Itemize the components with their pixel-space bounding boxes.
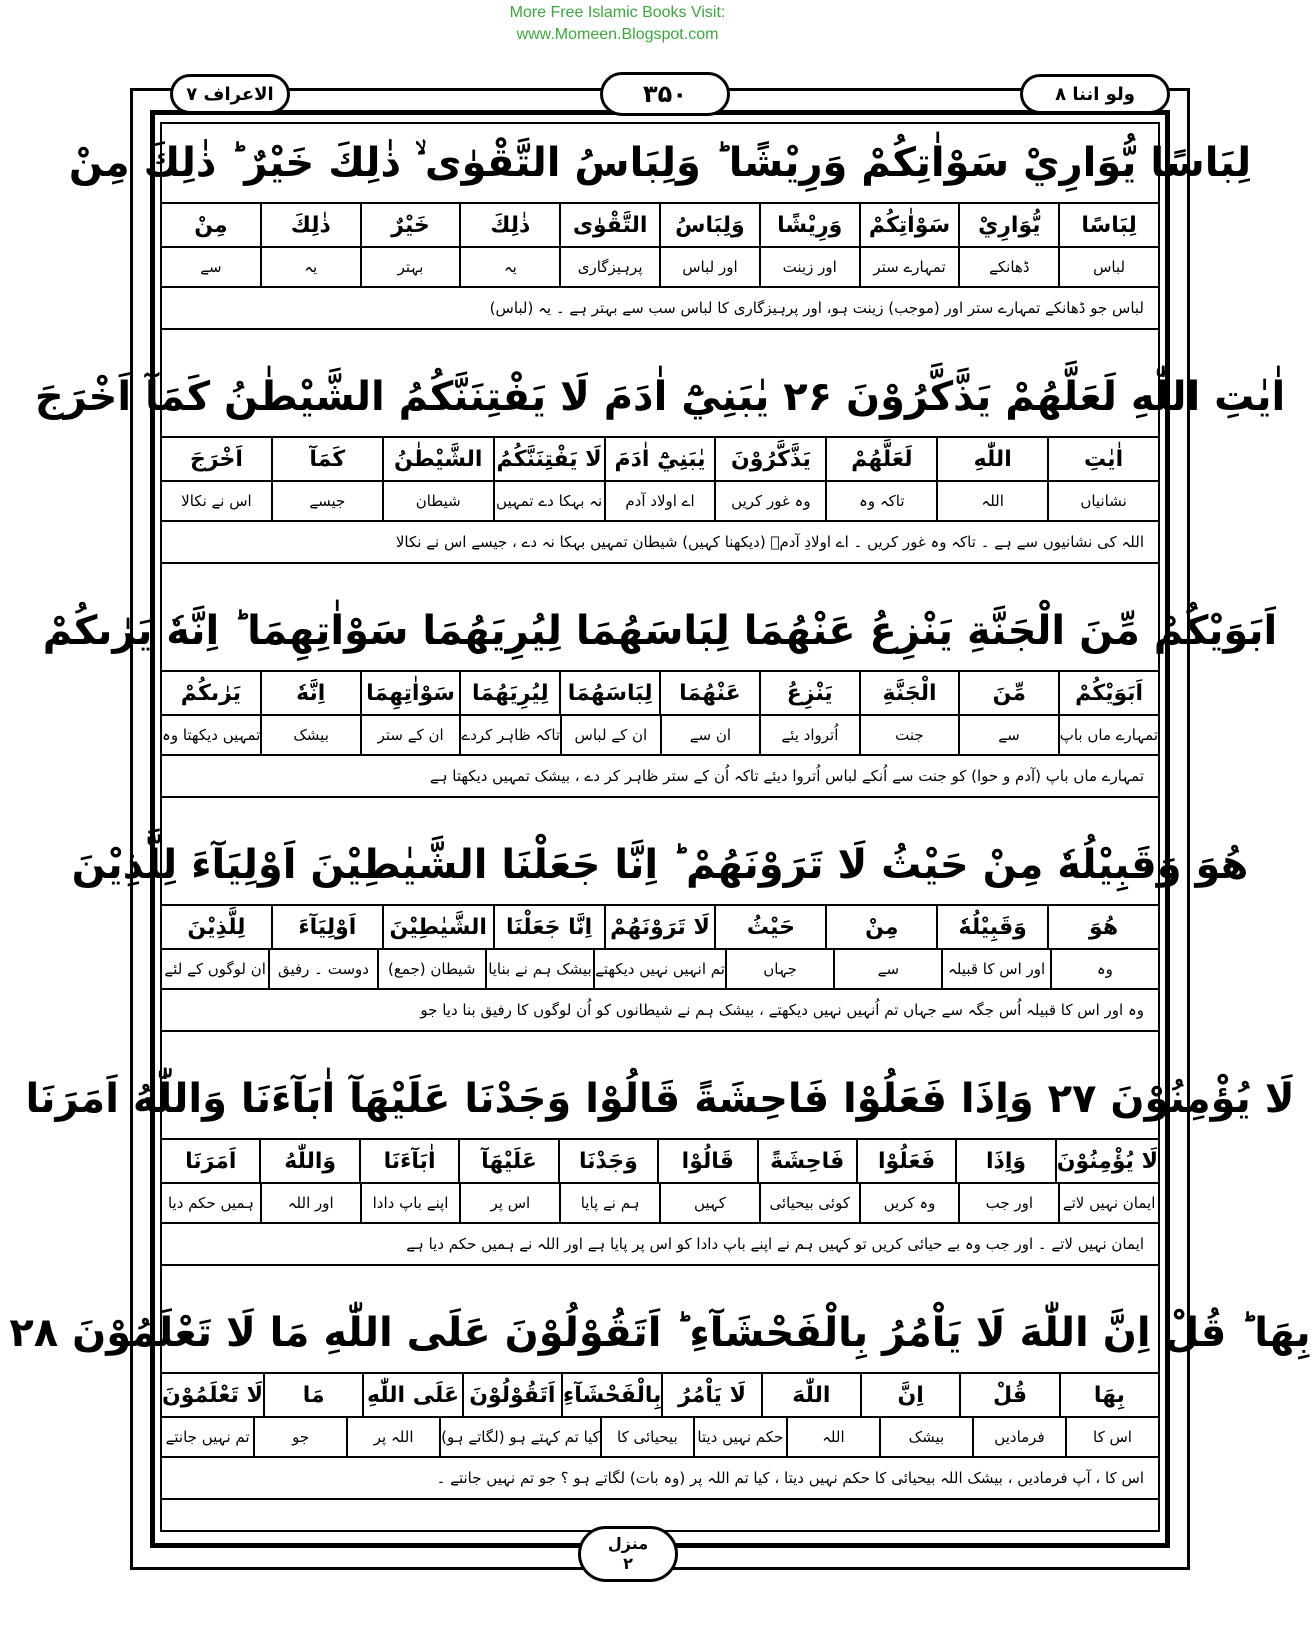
manzil-label: منزل — [607, 1534, 649, 1553]
arabic-word-cell: وَرِيْشًا — [759, 204, 859, 246]
arabic-word-cell: اِنَّ — [860, 1374, 959, 1416]
arabic-word-cell: وَلِبَاسُ — [659, 204, 759, 246]
meaning-row — [162, 482, 1158, 522]
urdu-meaning-cell: تمہارے ستر — [859, 248, 959, 286]
arabic-word-cell: هُوَ — [1047, 906, 1158, 948]
meaning-row — [162, 1418, 1158, 1458]
arabic-verse: اَبَوَيْكُمْ مِّنَ الْجَنَّةِ يَنْزِعُ عَنْهُمَا لِبَاسَهُمَا لِيُرِيَهُمَا سَوْاٰتِهِمَا ؕ اِنَّهٗ يَرٰىكُمْ — [162, 592, 1158, 672]
urdu-meaning-cell: تمہارے ماں باپ — [1058, 716, 1158, 754]
arabic-word-cell: عَلَيْهَآ — [458, 1140, 557, 1182]
arabic-word-cell: اَبَوَيْكُمْ — [1058, 672, 1158, 714]
arabic-verse: لِبَاسًا يُّوَارِيْ سَوْاٰتِكُمْ وَرِيْشًا ؕ وَلِبَاسُ التَّقْوٰى ۙ ذٰلِكَ خَيْرٌ ؕ ذٰلِكَ مِنْ — [162, 124, 1158, 204]
arabic-word-cell: مِنْ — [194, 212, 228, 238]
verse-section — [25, 1060, 1295, 1266]
urdu-meaning-cell: اور زینت — [759, 248, 859, 286]
urdu-meaning-cell: ان کے ستر — [360, 716, 460, 754]
arabic-word-cell: سَوْاٰتِكُمْ — [859, 204, 959, 246]
urdu-meaning-cell: سے — [958, 716, 1058, 754]
arabic-word-cell: خَيْرٌ — [360, 204, 460, 246]
arabic-word-cell: اَوْلِيَآءَ — [271, 906, 382, 948]
urdu-meaning-cell: یہ — [260, 248, 360, 286]
urdu-meaning-cell: یہ — [459, 248, 559, 286]
word-row — [162, 204, 1158, 248]
urdu-meaning-cell: تم انہیں نہیں دیکھتے — [593, 950, 725, 988]
arabic-word-cell: عَلَى اللّٰهِ — [362, 1374, 461, 1416]
urdu-meaning-cell: اُترواد یئے — [759, 716, 859, 754]
arabic-word-cell: بِهَا — [1059, 1374, 1158, 1416]
arabic-word-cell: وَاللّٰهُ — [259, 1140, 358, 1182]
arabic-word-cell: يَرٰىكُمْ — [180, 680, 242, 706]
arabic-word-cell: اَخْرَجَ — [189, 446, 243, 472]
arabic-word-cell: اِنَّا جَعَلْنَا — [493, 906, 604, 948]
urdu-meaning-cell: اللہ — [786, 1418, 879, 1456]
arabic-word-cell: اٰبَآءَنَا — [359, 1140, 458, 1182]
urdu-meaning-cell: وہ غور کریں — [714, 482, 825, 520]
arabic-word-cell: يَنْزِعُ — [759, 672, 859, 714]
urdu-meaning-cell: جہاں — [725, 950, 833, 988]
urdu-translation: اللہ کی نشانیوں سے ہے ۔ تاکہ وہ غور کریں ۔ اے اولادِ آدمؑ (دیکھنا کہیں) شیطان تمہیں بہکا نہ دے ، جیسے اس نے نکالا — [162, 522, 1158, 564]
arabic-word-cell: الْجَنَّةِ — [859, 672, 959, 714]
verse-section — [42, 592, 1278, 798]
word-row — [162, 1140, 1158, 1184]
urdu-meaning-cell: تاکہ ظاہر کردے — [459, 716, 560, 754]
urdu-meaning-cell: لباس — [1058, 248, 1158, 286]
urdu-meaning-cell: بہتر — [360, 248, 460, 286]
urdu-meaning-cell: ایمان نہیں لاتے — [1058, 1184, 1158, 1222]
word-row — [162, 438, 1158, 482]
arabic-word-cell: لِيُرِيَهُمَا — [459, 672, 559, 714]
arabic-word-cell: لِلَّذِيْنَ — [187, 914, 246, 940]
urdu-meaning-cell: بیشک — [260, 716, 360, 754]
urdu-meaning-cell: کہیں — [659, 1184, 759, 1222]
urdu-meaning-cell: تاکہ وہ — [825, 482, 936, 520]
manzil-marker — [578, 1526, 678, 1582]
arabic-word-cell: الشَّيْطٰنُ — [382, 438, 493, 480]
arabic-word-cell: عَنْهُمَا — [659, 672, 759, 714]
urdu-meaning-cell: تمہیں دیکھتا وہ — [162, 726, 261, 744]
urdu-meaning-cell: اس نے نکالا — [181, 492, 252, 510]
arabic-word-cell: وَقَبِيْلُهٗ — [936, 906, 1047, 948]
verse-section — [68, 124, 1252, 330]
watermark-line-1: More Free Islamic Books Visit: — [509, 4, 726, 21]
arabic-word-cell: لَا تَرَوْنَهُمْ — [604, 906, 715, 948]
urdu-translation: اس کا ، آپ فرمادیں ، بیشک اللہ بیحیائی کا حکم نہیں دیتا ، کیا تم اللہ پر (وہ بات) لگاتے ہو ؟ جو تم نہیں جانتے ۔ — [162, 1458, 1158, 1500]
urdu-meaning-cell: اور لباس — [659, 248, 759, 286]
word-row — [162, 1374, 1158, 1418]
urdu-meaning-cell: نشانیاں — [1047, 482, 1158, 520]
arabic-word-cell: كَمَآ — [271, 438, 382, 480]
urdu-meaning-cell: جنت — [859, 716, 959, 754]
urdu-meaning-cell: وہ کریں — [859, 1184, 959, 1222]
urdu-meaning-cell: تم نہیں جانتے — [165, 1428, 250, 1446]
urdu-meaning-cell: شیطان (جمع) — [377, 950, 485, 988]
arabic-word-cell: اَمَرَنَا — [185, 1148, 237, 1174]
arabic-word-cell: التَّقْوٰى — [559, 204, 659, 246]
arabic-word-cell: يَذَّكَّرُوْنَ — [714, 438, 825, 480]
urdu-meaning-cell: اور اللہ — [260, 1184, 360, 1222]
arabic-verse: هُوَ وَقَبِيْلُهٗ مِنْ حَيْثُ لَا تَرَوْنَهُمْ ؕ اِنَّا جَعَلْنَا الشَّيٰطِيْنَ اَوْلِيَآءَ لِلَّذِيْنَ — [162, 826, 1158, 906]
arabic-word-cell: يُّوَارِيْ — [958, 204, 1058, 246]
urdu-translation: وہ اور اس کا قبیلہ اُس جگہ سے جہاں تم اُنہیں نہیں دیکھتے ، بیشک ہم نے شیطانوں کو اُن لوگوں کا رفیق بنا دیا جو — [162, 990, 1158, 1032]
arabic-word-cell: اللّٰهِ — [936, 438, 1047, 480]
urdu-meaning-cell: شیطان — [382, 482, 493, 520]
arabic-word-cell: الشَّيٰطِيْنَ — [382, 906, 493, 948]
arabic-word-cell: قُلْ — [959, 1374, 1058, 1416]
meaning-row — [162, 950, 1158, 990]
arabic-verse: بِهَا ؕ قُلْ اِنَّ اللّٰهَ لَا يَاْمُرُ بِالْفَحْشَآءِ ؕ اَتَقُوْلُوْنَ عَلَى اللّٰهِ مَا لَا تَعْلَمُوْنَ ۲۸ — [162, 1294, 1158, 1374]
urdu-meaning-cell: اس پر — [459, 1184, 559, 1222]
urdu-meaning-cell: دوست ۔ رفیق — [268, 950, 376, 988]
urdu-meaning-cell: سے — [200, 258, 222, 276]
manzil-number: ۲ — [623, 1554, 633, 1573]
urdu-meaning-cell: ان لوگوں کے لئے — [164, 960, 266, 978]
verse-section — [9, 1294, 1311, 1500]
urdu-meaning-cell: اس کا — [1065, 1418, 1158, 1456]
urdu-translation: تمہارے ماں باپ (آدم و حوا) کو جنت سے اُنکے لباس اُتروا دیئے تاکہ اُن کے ستر ظاہر کر دے ، بیشک تمہیں دیکھتا ہے — [162, 756, 1158, 798]
verse-section — [71, 826, 1249, 1032]
urdu-translation: لباس جو ڈھانکے تمہارے ستر اور (موجب) زینت ہو، اور پرہیزگاری کا لباس سب سے بہتر ہے ۔ یہ (لباس) — [162, 288, 1158, 330]
arabic-word-cell: لَعَلَّهُمْ — [825, 438, 936, 480]
arabic-word-cell: لَا يُؤْمِنُوْنَ — [1055, 1140, 1158, 1182]
page-content — [9, 122, 1311, 1532]
urdu-meaning-cell: سے — [833, 950, 941, 988]
arabic-word-cell: فَاحِشَةً — [757, 1140, 856, 1182]
arabic-word-cell: قَالُوْا — [657, 1140, 756, 1182]
urdu-meaning-cell: بیشک — [879, 1418, 972, 1456]
surah-name-tab: الاعراف ۷ — [170, 74, 290, 114]
arabic-word-cell: ذٰلِكَ — [459, 204, 559, 246]
urdu-meaning-cell: ہمیں حکم دیا — [167, 1194, 254, 1212]
meaning-row — [162, 248, 1158, 288]
arabic-word-cell: اَتَقُوْلُوْنَ — [462, 1374, 561, 1416]
arabic-word-cell: لَا يَاْمُرُ — [661, 1374, 760, 1416]
urdu-meaning-cell: اور اس کا قبیلہ — [941, 950, 1049, 988]
urdu-meaning-cell: پرہیزگاری — [559, 248, 659, 286]
arabic-word-cell: لَا تَعْلَمُوْنَ — [161, 1382, 263, 1408]
urdu-meaning-cell: اللہ — [936, 482, 1047, 520]
urdu-meaning-cell: اللہ پر — [346, 1418, 439, 1456]
watermark-line-2: www.Momeen.Blogspot.com — [516, 26, 719, 43]
urdu-meaning-cell: بیحیائی کا — [600, 1418, 693, 1456]
meaning-row — [162, 1184, 1158, 1224]
urdu-meaning-cell: ان سے — [660, 716, 760, 754]
arabic-word-cell: لِبَاسَهُمَا — [559, 672, 659, 714]
arabic-word-cell: فَعَلُوْا — [856, 1140, 955, 1182]
urdu-meaning-cell: کیا تم کہتے ہو (لگاتے ہو) — [439, 1418, 600, 1456]
arabic-word-cell: لِبَاسًا — [1058, 204, 1158, 246]
arabic-verse: لَا يُؤْمِنُوْنَ ۲۷ وَاِذَا فَعَلُوْا فَاحِشَةً قَالُوْا وَجَدْنَا عَلَيْهَآ اٰبَآءَنَا وَاللّٰهُ اَمَرَنَا — [162, 1060, 1158, 1140]
urdu-meaning-cell: کوئی بیحیائی — [759, 1184, 859, 1222]
urdu-meaning-cell: ہم نے پایا — [559, 1184, 659, 1222]
arabic-word-cell: ذٰلِكَ — [260, 204, 360, 246]
arabic-word-cell: اِنَّهٗ — [260, 672, 360, 714]
watermark — [0, 2, 1235, 46]
arabic-word-cell: مِّنَ — [958, 672, 1058, 714]
urdu-meaning-cell: نہ بہکا دے تمہیں — [493, 482, 604, 520]
urdu-meaning-cell: اے اولاد آدم — [604, 482, 715, 520]
arabic-word-cell: مَا — [263, 1374, 362, 1416]
word-row — [162, 672, 1158, 716]
para-name-tab: ولو اننا ۸ — [1020, 74, 1170, 114]
arabic-word-cell: اللّٰهَ — [761, 1374, 860, 1416]
urdu-meaning-cell: فرمادیں — [972, 1418, 1065, 1456]
meaning-row — [162, 716, 1158, 756]
urdu-meaning-cell: جو — [253, 1418, 346, 1456]
urdu-meaning-cell: جیسے — [271, 482, 382, 520]
urdu-meaning-cell: اور جب — [958, 1184, 1058, 1222]
arabic-verse: اٰيٰتِ اللّٰهِ لَعَلَّهُمْ يَذَّكَّرُوْنَ ۲۶ يٰبَنِيْٓ اٰدَمَ لَا يَفْتِنَنَّكُمُ الشَّيْطٰنُ كَمَآ اَخْرَجَ — [162, 358, 1158, 438]
urdu-meaning-cell: حکم نہیں دیتا — [693, 1418, 786, 1456]
arabic-word-cell: حَيْثُ — [714, 906, 825, 948]
page-number: ۳۵۰ — [600, 72, 730, 116]
arabic-word-cell: لَا يَفْتِنَنَّكُمُ — [493, 438, 604, 480]
arabic-word-cell: سَوْاٰتِهِمَا — [360, 672, 460, 714]
arabic-word-cell: وَجَدْنَا — [558, 1140, 657, 1182]
arabic-word-cell: يٰبَنِيْٓ اٰدَمَ — [604, 438, 715, 480]
urdu-meaning-cell: وہ — [1050, 950, 1158, 988]
word-row — [162, 906, 1158, 950]
verse-section — [34, 358, 1286, 564]
urdu-meaning-cell: اپنے باپ دادا — [360, 1184, 460, 1222]
arabic-word-cell: وَاِذَا — [955, 1140, 1054, 1182]
urdu-meaning-cell: ڈھانکے — [958, 248, 1058, 286]
urdu-meaning-cell: بیشک ہم نے بنایا — [485, 950, 593, 988]
arabic-word-cell: مِنْ — [825, 906, 936, 948]
urdu-translation: ایمان نہیں لاتے ۔ اور جب وہ بے حیائی کریں تو کہیں ہم نے اپنے باپ دادا کو اس پر پایا ہے اور اللہ نے ہمیں حکم دیا ہے — [162, 1224, 1158, 1266]
urdu-meaning-cell: ان کے لباس — [560, 716, 660, 754]
arabic-word-cell: اٰيٰتِ — [1047, 438, 1158, 480]
arabic-word-cell: بِالْفَحْشَآءِ — [561, 1374, 661, 1416]
